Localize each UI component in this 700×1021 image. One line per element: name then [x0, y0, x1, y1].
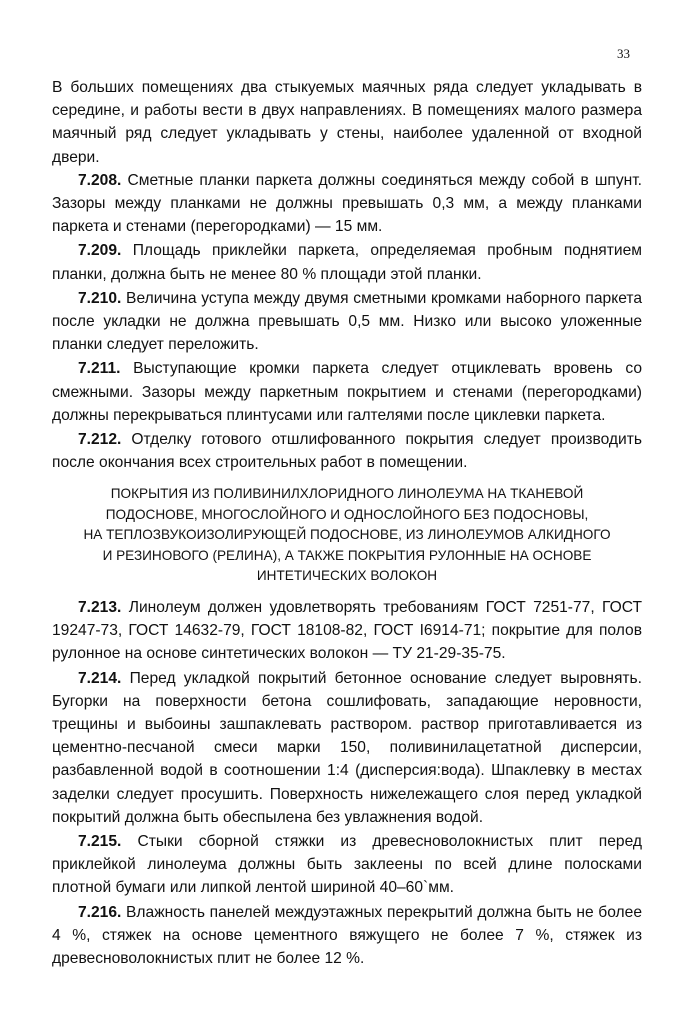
clause-number: 7.213.	[78, 598, 122, 616]
clauses-group-a	[52, 169, 642, 475]
clause-number: 7.209.	[78, 242, 122, 260]
clauses-group-b	[52, 596, 642, 970]
section-heading-line: И РЕЗИНОВОГО (РЕЛИНА), А ТАКЖЕ ПОКРЫТИЯ РУЛОННЫЕ НА ОСНОВЕ	[102, 547, 592, 563]
section-heading-line: НА ТЕПЛОЗВУКОИЗОЛИРУЮЩЕЙ ПОДОСНОВЕ, ИЗ ЛИНОЛЕУМОВ АЛКИДНОГО	[83, 527, 611, 543]
section-heading-line: ПОКРЫТИЯ ИЗ ПОЛИВИНИЛХЛОРИДНОГО ЛИНОЛЕУМА НА ТКАНЕВОЙ	[110, 486, 584, 502]
clause-paragraph	[52, 357, 642, 427]
clause-paragraph	[52, 901, 642, 971]
clause-number: 7.210.	[78, 289, 122, 307]
page-number: 33	[617, 46, 630, 61]
section-heading-line: ПОДОСНОВЕ, МНОГОСЛОЙНОГО И ОДНОСЛОЙНОГО БЕЗ ПОДОСНОВЫ,	[105, 506, 589, 522]
document-body	[52, 76, 642, 970]
clause-number: 7.212.	[78, 431, 122, 449]
clause-text: Площадь приклейки паркета, определяемая пробным поднятием планки, должна быть не менее 80 % площади этой планки.	[52, 242, 642, 283]
clause-text: Стыки сборной стяжки из древесноволокнистых плит перед приклейкой линолеума должны быть заклеены по всей длине полосками плотной бумаги или липкой лентой шириной 40–60`мм.	[52, 832, 642, 897]
clause-number: 7.214.	[78, 669, 122, 687]
section-heading	[52, 484, 642, 587]
intro-paragraph: В больших помещениях два стыкуемых маячных ряда следует укладывать в середине, и работы вести в двух направлениях. В помещениях малого размера маячный ряд следует укладывать у стены, наиболее удаленной от входной двери.	[52, 79, 642, 166]
section-heading-line: ИНТЕТИЧЕСКИХ ВОЛОКОН	[256, 568, 438, 584]
clause-number: 7.216.	[78, 903, 122, 921]
clause-text: Величина уступа между двумя сметными кромками наборного паркета после укладки не должна превышать 0,5 мм. Низко или высоко уложенные планки следует переложить.	[52, 289, 642, 354]
clause-paragraph	[52, 239, 642, 285]
clause-paragraph	[52, 596, 642, 666]
clause-paragraph	[52, 287, 642, 357]
clause-text: Линолеум должен удовлетворять требованиям ГОСТ 7251-77, ГОСТ 19247-73, ГОСТ 14632-79, ГОСТ 18108-82, ГОСТ I6914-71; покрытие для полов рулонное на основе синтетических волокон — ТУ 21-29-35-75.	[52, 598, 642, 663]
clause-number: 7.215.	[78, 832, 122, 850]
clause-paragraph	[52, 667, 642, 829]
clause-text: Отделку готового отшлифованного покрытия следует производить после окончания всех строительных работ в помещении.	[52, 431, 643, 472]
clause-text: Сметные планки паркета должны соединяться между собой в шпунт. Зазоры между планками не должны превышать 0,3 мм, а между планками паркета и стенами (перегородками) — 15 мм.	[52, 171, 642, 236]
clause-text: Влажность панелей междуэтажных перекрытий должна быть не более 4 %, стяжек на основе цементного вяжущего не более 7 %, стяжек из древесноволокнистых плит не более 12 %.	[52, 903, 642, 967]
clause-paragraph	[52, 169, 642, 239]
clause-number: 7.208.	[78, 171, 122, 189]
clause-paragraph	[52, 830, 642, 900]
clause-paragraph	[52, 428, 642, 474]
clause-text: Выступающие кромки паркета следует отциклевать вровень со смежными. Зазоры между паркетным покрытием и стенами (перегородками) должны перекрываться плинтусами или галтелями после циклевки паркета.	[52, 360, 642, 424]
clause-number: 7.211.	[78, 360, 121, 378]
clause-text: Перед укладкой покрытий бетонное основание следует выровнять. Бугорки на поверхности бетона сошлифовать, западающие неровности, трещины и выбоины зашпаклевать раствором. раствор приготавливается из цементно-песчаной смеси марки 150, поливинилацетатной дисперсии, разбавленной водой в соотношении 1:4 (дисперсия:вода). Шпаклевку в местах заделки следует просушить. Поверхность нижележащего слоя перед укладкой покрытий должна быть обеспылена без увлажнения водой.	[52, 669, 642, 826]
